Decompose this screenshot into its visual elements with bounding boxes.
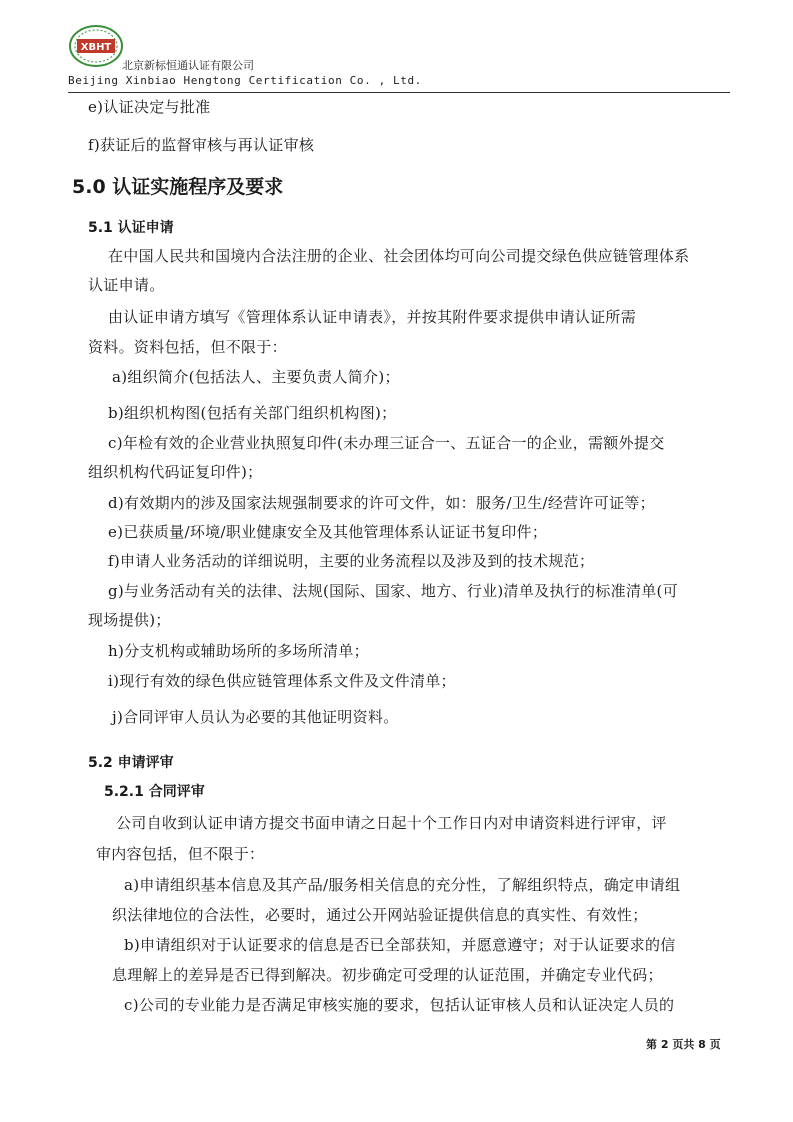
list-item: b)组织机构图(包括有关部门组织机构图)；: [108, 404, 397, 422]
list-item: c)年检有效的企业营业执照复印件(未办理三证合一、五证合一的企业，需额外提交: [108, 434, 665, 452]
list-item: 组织机构代码证复印件)；: [88, 463, 263, 481]
paragraph-line: 公司自收到认证申请方提交书面申请之日起十个工作日内对申请资料进行评审，评: [116, 814, 667, 832]
page-number: 第 2 页共 8 页: [646, 1038, 721, 1051]
paragraph-line: 由认证申请方填写《管理体系认证申请表》，并按其附件要求提供申请认证所需: [108, 308, 637, 326]
paragraph-line: 在中国人民共和国境内合法注册的企业、社会团体均可向公司提交绿色供应链管理体系: [108, 247, 690, 265]
list-item: a)组织简介(包括法人、主要负责人简介)；: [112, 368, 400, 386]
subsection-title-5-2: 5.2 申请评审: [88, 755, 174, 771]
list-item: c)公司的专业能力是否满足审核实施的要求，包括认证审核人员和认证决定人员的: [124, 996, 675, 1014]
subsection-title-5-1: 5.1 认证申请: [88, 220, 174, 236]
list-item: 织法律地位的合法性，必要时，通过公开网站验证提供信息的真实性、有效性；: [112, 906, 648, 924]
paragraph-line: 审内容包括，但不限于：: [96, 845, 265, 863]
list-item: 现场提供)；: [88, 611, 171, 629]
list-item: e)已获质量/环境/职业健康安全及其他管理体系认证证书复印件；: [108, 523, 548, 541]
section-title: 5.0 认证实施程序及要求: [72, 176, 284, 198]
list-item: f)申请人业务活动的详细说明，主要的业务流程以及涉及到的技术规范；: [108, 552, 595, 570]
list-item: 息理解上的差异是否已得到解决。初步确定可受理的认证范围，并确定专业代码；: [112, 966, 663, 984]
list-item: d)有效期内的涉及国家法规强制要求的许可文件，如：服务/卫生/经营许可证等；: [108, 494, 655, 512]
subsection-title-5-2-1: 5.2.1 合同评审: [104, 784, 205, 800]
paragraph-line: 资料。资料包括，但不限于：: [88, 338, 287, 356]
logo-text: XBHT: [80, 42, 112, 53]
list-item: h)分支机构或辅助场所的多场所清单；: [108, 642, 369, 660]
list-item: i)现行有效的绿色供应链管理体系文件及文件清单；: [108, 672, 456, 690]
paragraph-line: 认证申请。: [88, 276, 165, 294]
list-item: f)获证后的监督审核与再认证审核: [88, 136, 315, 154]
company-logo: [68, 24, 124, 68]
header-divider: [68, 92, 730, 93]
list-item: g)与业务活动有关的法律、法规(国际、国家、地方、行业)清单及执行的标准清单(可: [108, 582, 679, 600]
list-item: j)合同评审人员认为必要的其他证明资料。: [112, 708, 399, 726]
company-name-cn: 北京新标恒通认证有限公司: [122, 59, 254, 72]
list-item: e)认证决定与批准: [88, 98, 211, 116]
list-item: a)申请组织基本信息及其产品/服务相关信息的充分性，了解组织特点，确定申请组: [124, 876, 681, 894]
list-item: b)申请组织对于认证要求的信息是否已全部获知，并愿意遵守；对于认证要求的信: [124, 936, 676, 954]
company-name-en: Beijing Xinbiao Hengtong Certification Co. , Ltd.: [68, 74, 422, 87]
